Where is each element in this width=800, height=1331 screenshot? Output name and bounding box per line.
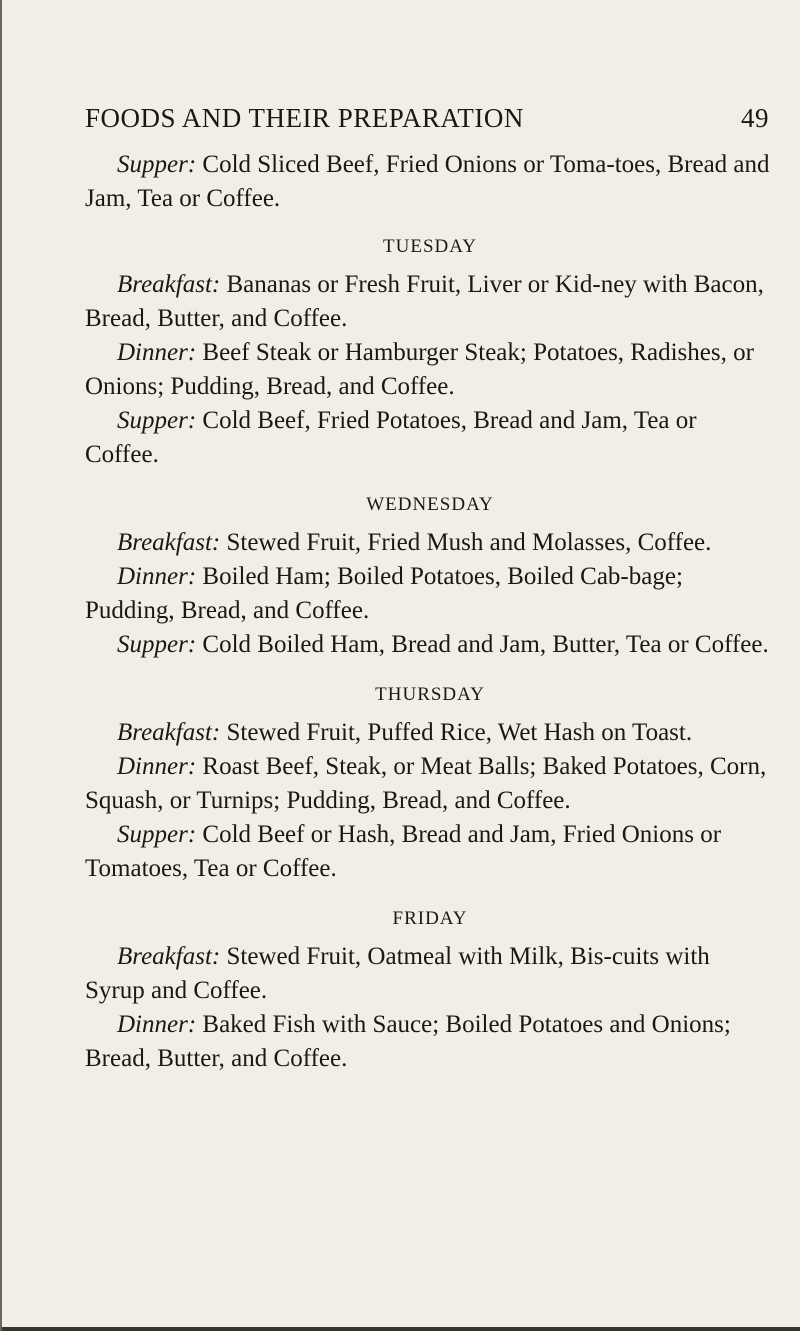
meal-label: Supper:: [117, 151, 197, 178]
thursday-supper: [85, 818, 775, 886]
meal-text: Cold Beef, Fried Potatoes, Bread and Jam, Tea or Coffee.: [85, 407, 697, 468]
meal-label: Dinner:: [117, 339, 197, 366]
tuesday-supper: [85, 404, 775, 472]
meal-text: Cold Beef or Hash, Bread and Jam, Fried Onions or Tomatoes, Tea or Coffee.: [85, 821, 722, 882]
meal-label: Breakfast:: [117, 271, 221, 298]
day-heading-tuesday: TUESDAY: [383, 236, 477, 257]
meal-label: Dinner:: [117, 1011, 197, 1038]
meal-label: Supper:: [117, 821, 197, 848]
meal-text: Baked Fish with Sauce; Boiled Potatoes and Onions; Bread, Butter, and Coffee.: [85, 1011, 731, 1072]
meal-text: Cold Boiled Ham, Bread and Jam, Butter, Tea or Coffee.: [196, 631, 769, 658]
day-heading-wednesday: WEDNESDAY: [366, 494, 494, 515]
meal-text: Stewed Fruit, Fried Mush and Molasses, Coffee.: [220, 529, 712, 556]
monday-supper: [85, 148, 775, 216]
meal-text: Bananas or Fresh Fruit, Liver or Kid-ney with Bacon, Bread, Butter, and Coffee.: [85, 271, 764, 332]
friday-dinner: [85, 1008, 775, 1076]
meal-text: Boiled Ham; Boiled Potatoes, Boiled Cab-bage; Pudding, Bread, and Coffee.: [85, 563, 683, 624]
thursday-breakfast: [85, 716, 775, 750]
day-heading-thursday: THURSDAY: [375, 684, 485, 705]
meal-label: Supper:: [117, 407, 197, 434]
meal-label: Dinner:: [117, 563, 197, 590]
running-head-title: FOODS AND THEIR PREPARATION: [85, 103, 524, 133]
tuesday-dinner: [85, 336, 775, 404]
meal-label: Supper:: [117, 631, 197, 658]
friday-breakfast: [85, 940, 775, 1008]
meal-text: Cold Sliced Beef, Fried Onions or Toma-toes, Bread and Jam, Tea or Coffee.: [85, 151, 770, 212]
day-heading-friday: FRIDAY: [392, 908, 468, 929]
meal-label: Breakfast:: [117, 719, 221, 746]
thursday-dinner: [85, 750, 775, 818]
page-number: 49: [741, 103, 769, 133]
meal-text: Stewed Fruit, Puffed Rice, Wet Hash on Toast.: [220, 719, 693, 746]
wednesday-breakfast: [85, 526, 775, 560]
meal-label: Dinner:: [117, 753, 197, 780]
meal-text: Roast Beef, Steak, or Meat Balls; Baked Potatoes, Corn, Squash, or Turnips; Pudding, Bread, and Coffee.: [85, 753, 767, 814]
meal-text: Beef Steak or Hamburger Steak; Potatoes, Radishes, or Onions; Pudding, Bread, and Coffee.: [85, 339, 754, 400]
page-bottom-edge: [2, 1327, 800, 1331]
wednesday-supper: [85, 628, 775, 662]
meal-label: Breakfast:: [117, 943, 221, 970]
wednesday-dinner: [85, 560, 775, 628]
tuesday-breakfast: [85, 268, 775, 336]
meal-label: Breakfast:: [117, 529, 221, 556]
menu-text: [85, 148, 775, 1076]
meal-text: Stewed Fruit, Oatmeal with Milk, Bis-cuits with Syrup and Coffee.: [85, 943, 710, 1004]
